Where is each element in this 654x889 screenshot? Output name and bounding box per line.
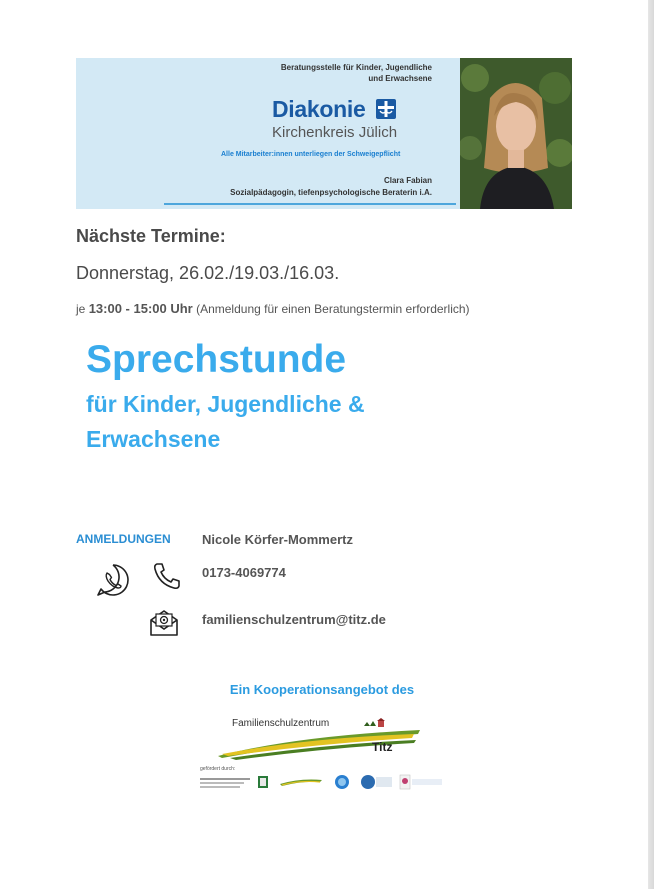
diakonie-cross-icon [376,99,396,119]
counselor-photo [460,58,572,209]
subtitle-line1: für Kinder, Jugendliche & [86,391,365,417]
whatsapp-icon[interactable] [95,562,131,598]
banner-subtitle-line1: Beratungsstelle für Kinder, Jugendliche [280,63,432,72]
cooperation-text: Ein Kooperationsangebot des [229,682,415,697]
diakonie-logo [272,96,396,120]
counselor-name: Clara Fabian [383,176,432,185]
phone-icon[interactable] [152,561,182,591]
confidentiality-notice: Alle Mitarbeiter:innen unterliegen der Schweigepflicht [221,151,401,158]
time-range: 13:00 - 15:00 Uhr [88,301,193,316]
registration-label: ANMELDUNGEN [76,532,171,546]
diakonie-wordmark: Diakonie [272,96,366,122]
banner-divider [164,203,456,205]
sponsor-logos [200,772,450,790]
fsz-logo-place: Titz [372,740,393,754]
schedule-time [76,301,470,316]
contact-email[interactable]: familienschulzentrum@titz.de [202,612,386,627]
banner-text-panel [76,58,460,209]
funded-by-label: gefördert durch: [200,766,236,772]
fsz-logo-name: Familienschulzentrum [232,718,330,729]
region-name: Kirchenkreis Jülich [272,124,398,141]
contact-phone[interactable]: 0173-4069774 [202,565,286,580]
time-prefix: je [76,302,89,316]
banner-subtitle [281,62,432,84]
email-icon[interactable] [148,608,180,638]
subtitle-line2: Erwachsene [86,426,221,452]
banner-subtitle-line2: und Erwachsene [368,74,432,83]
counselor-role: Sozialpädagogin, tiefenpsychologische Beraterin i.A. [230,188,432,197]
header-banner [76,58,572,209]
registration-note: (Anmeldung für einen Beratungstermin erforderlich) [192,302,470,316]
main-title: Sprechstunde [86,338,347,381]
schedule-heading: Nächste Termine: [76,226,226,246]
contact-name: Nicole Körfer-Mommertz [202,532,353,547]
schedule-dates: Donnerstag, 26.02./19.03./16.03. [76,263,340,283]
page-edge [648,0,654,889]
